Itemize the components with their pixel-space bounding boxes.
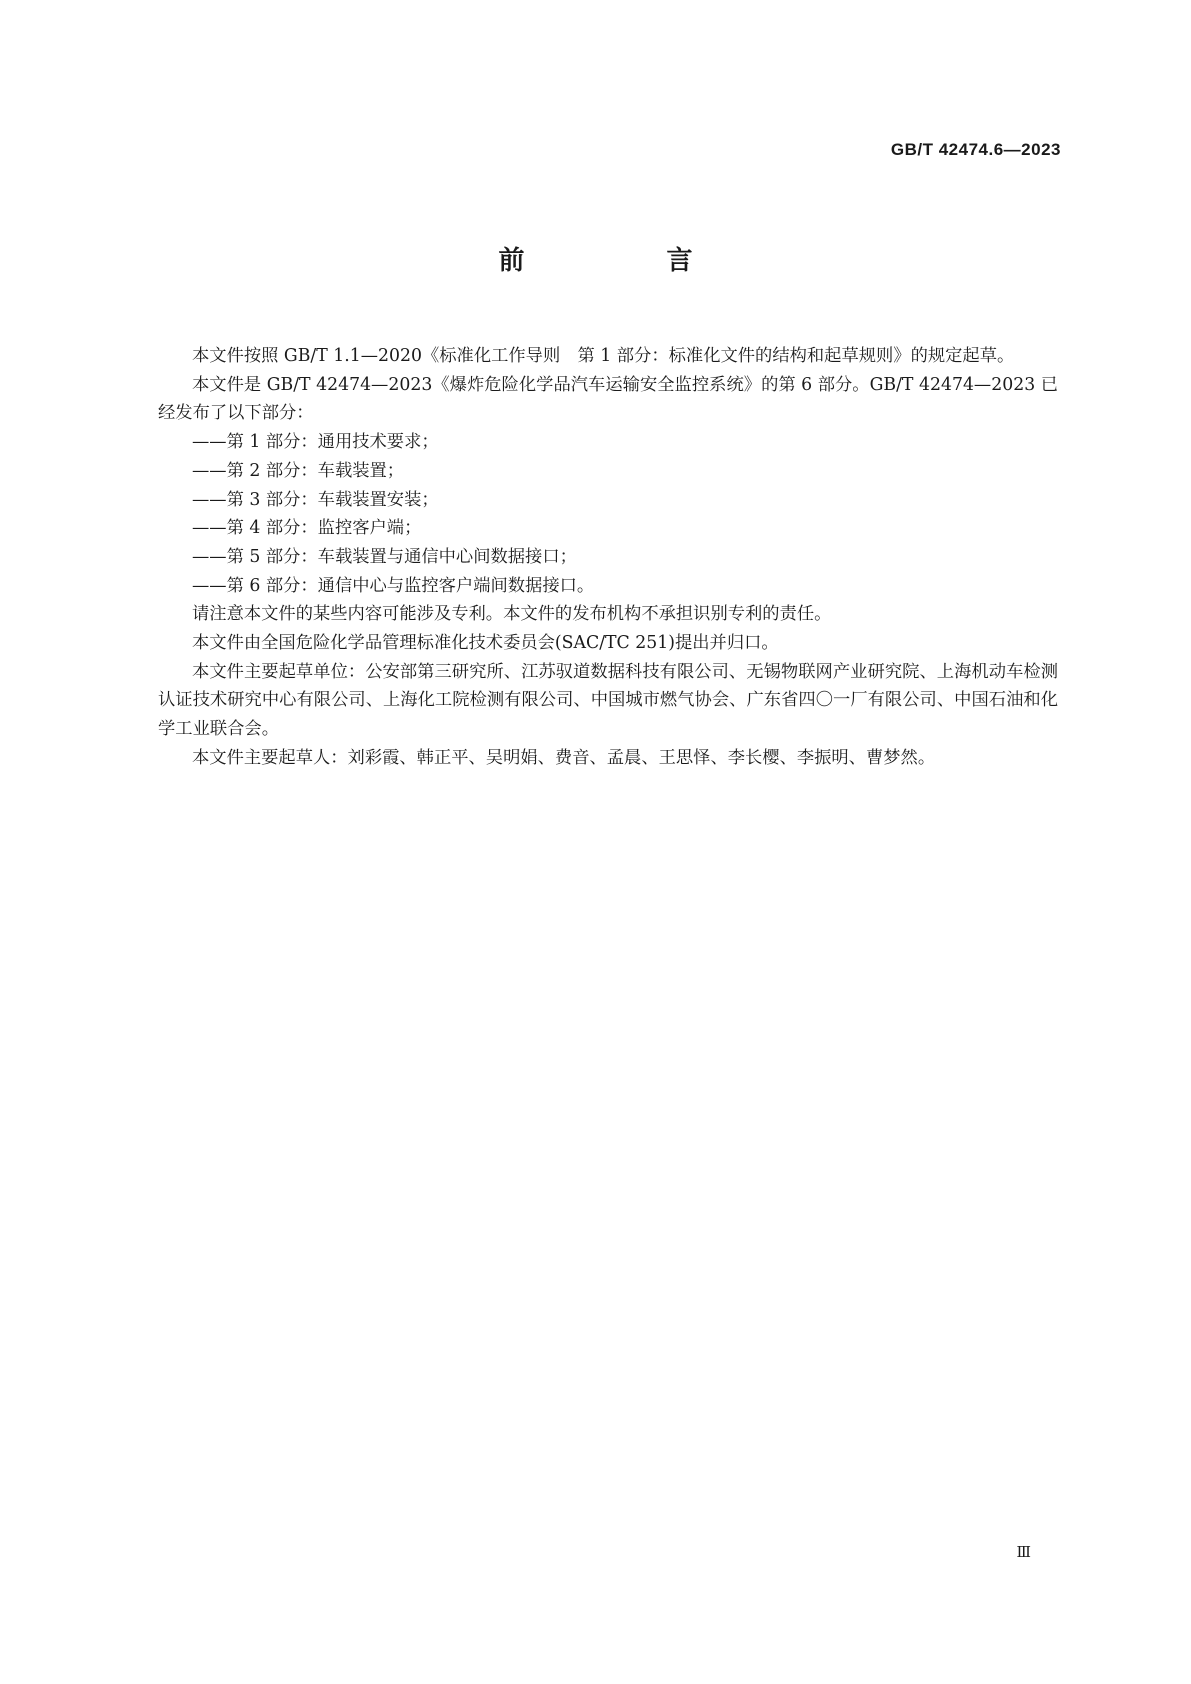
paragraph-drafting-units: 本文件主要起草单位：公安部第三研究所、江苏驭道数据科技有限公司、无锡物联网产业研究院、上海机动车检测认证技术研究中心有限公司、上海化工院检测有限公司、中国城市燃气协会、广东省四〇一厂有限公司、中国石油和化学工业联合会。 bbox=[158, 661, 1058, 740]
paragraph-patent-notice: 请注意本文件的某些内容可能涉及专利。本文件的发布机构不承担识别专利的责任。 bbox=[192, 604, 832, 625]
paragraph-drafters: 本文件主要起草人：刘彩霞、韩正平、吴明娟、费音、孟晨、王思怿、李长樱、李振明、曹梦然。 bbox=[192, 747, 936, 768]
standard-code: GB/T 42474.6—2023 bbox=[890, 140, 1061, 159]
paragraph-proposer: 本文件由全国危险化学品管理标准化技术委员会(SAC/TC 251)提出并归口。 bbox=[192, 633, 779, 654]
paragraph-drafting-rules: 本文件按照 GB/T 1.1—2020《标准化工作导则 第 1 部分：标准化文件的结构和起草规则》的规定起草。 bbox=[192, 346, 1015, 366]
foreword-body bbox=[158, 342, 1058, 773]
list-item-part-1: ——第 1 部分：通用技术要求； bbox=[192, 432, 439, 453]
page-title: 前 言 bbox=[498, 246, 751, 276]
list-item-part-2: ——第 2 部分：车载装置； bbox=[192, 460, 405, 481]
page-number: Ⅲ bbox=[1016, 1543, 1031, 1561]
paragraph-series-intro: 本文件是 GB/T 42474—2023《爆炸危险化学品汽车运输安全监控系统》的第 6 部分。GB/T 42474—2023 已经发布了以下部分： bbox=[158, 374, 1058, 424]
list-item-part-5: ——第 5 部分：车载装置与通信中心间数据接口； bbox=[192, 546, 577, 567]
list-item-part-4: ——第 4 部分：监控客户端； bbox=[192, 518, 422, 539]
list-item-part-6: ——第 6 部分：通信中心与监控客户端间数据接口。 bbox=[192, 575, 595, 596]
list-item-part-3: ——第 3 部分：车载装置安装； bbox=[192, 489, 439, 510]
